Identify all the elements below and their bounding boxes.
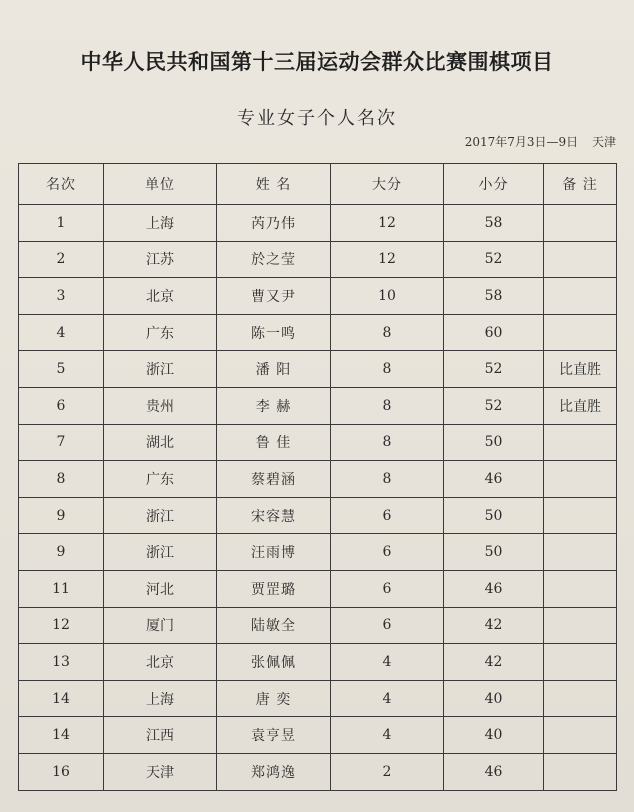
cell-unit: 江苏: [104, 241, 217, 278]
cell-major-score: 12: [331, 241, 444, 278]
cell-rank: 12: [19, 607, 104, 644]
cell-note: 比直胜: [544, 387, 617, 424]
cell-unit: 厦门: [104, 607, 217, 644]
header-unit: 单位: [104, 164, 217, 205]
cell-minor-score: 42: [444, 607, 544, 644]
cell-note: [544, 461, 617, 498]
cell-note: [544, 314, 617, 351]
cell-unit: 河北: [104, 570, 217, 607]
cell-rank: 3: [19, 278, 104, 315]
cell-rank: 6: [19, 387, 104, 424]
cell-major-score: 6: [331, 570, 444, 607]
cell-note: [544, 424, 617, 461]
cell-note: [544, 753, 617, 790]
cell-major-score: 10: [331, 278, 444, 315]
cell-unit: 上海: [104, 205, 217, 242]
cell-name: 芮乃伟: [217, 205, 331, 242]
cell-unit: 广东: [104, 461, 217, 498]
cell-unit: 浙江: [104, 534, 217, 571]
table-row: [19, 753, 617, 790]
table-row: [19, 534, 617, 571]
cell-rank: 16: [19, 753, 104, 790]
cell-unit: 浙江: [104, 497, 217, 534]
cell-name: 李 赫: [217, 387, 331, 424]
cell-rank: 2: [19, 241, 104, 278]
cell-major-score: 2: [331, 753, 444, 790]
cell-rank: 9: [19, 497, 104, 534]
cell-minor-score: 50: [444, 424, 544, 461]
cell-note: [544, 534, 617, 571]
cell-rank: 8: [19, 461, 104, 498]
cell-minor-score: 58: [444, 278, 544, 315]
cell-note: [544, 607, 617, 644]
cell-name: 蔡碧涵: [217, 461, 331, 498]
cell-note: [544, 278, 617, 315]
cell-note: [544, 644, 617, 681]
cell-rank: 14: [19, 680, 104, 717]
cell-major-score: 8: [331, 461, 444, 498]
table-row: [19, 607, 617, 644]
cell-name: 张佩佩: [217, 644, 331, 681]
cell-major-score: 4: [331, 717, 444, 754]
cell-unit: 浙江: [104, 351, 217, 388]
cell-name: 陈一鸣: [217, 314, 331, 351]
table-row: [19, 717, 617, 754]
cell-major-score: 8: [331, 387, 444, 424]
cell-minor-score: 52: [444, 241, 544, 278]
cell-major-score: 8: [331, 424, 444, 461]
header-name: 姓 名: [217, 164, 331, 205]
cell-rank: 13: [19, 644, 104, 681]
cell-rank: 7: [19, 424, 104, 461]
table-row: [19, 351, 617, 388]
cell-major-score: 4: [331, 680, 444, 717]
header-note: 备 注: [544, 164, 617, 205]
table-row: [19, 424, 617, 461]
cell-minor-score: 40: [444, 680, 544, 717]
cell-minor-score: 52: [444, 351, 544, 388]
cell-name: 郑鸿逸: [217, 753, 331, 790]
document-subtitle: 专业女子个人名次: [237, 108, 397, 129]
cell-major-score: 12: [331, 205, 444, 242]
table-row: [19, 314, 617, 351]
cell-unit: 湖北: [104, 424, 217, 461]
table-row: [19, 241, 617, 278]
header-rank: 名次: [19, 164, 104, 205]
cell-note: [544, 497, 617, 534]
cell-minor-score: 58: [444, 205, 544, 242]
document-title: 中华人民共和国第十三届运动会群众比赛围棋项目: [80, 50, 554, 74]
cell-minor-score: 40: [444, 717, 544, 754]
cell-note: [544, 205, 617, 242]
cell-minor-score: 60: [444, 314, 544, 351]
date-location-line: [455, 133, 616, 150]
cell-name: 汪雨博: [217, 534, 331, 571]
cell-minor-score: 52: [444, 387, 544, 424]
cell-minor-score: 50: [444, 534, 544, 571]
cell-major-score: 8: [331, 351, 444, 388]
cell-unit: 贵州: [104, 387, 217, 424]
cell-name: 陆敏全: [217, 607, 331, 644]
cell-name: 宋容慧: [217, 497, 331, 534]
event-location: 天津: [591, 135, 616, 149]
event-date: 2017年7月3日—9日: [464, 135, 579, 149]
table-row: [19, 387, 617, 424]
cell-name: 鲁 佳: [217, 424, 331, 461]
cell-rank: 4: [19, 314, 104, 351]
cell-name: 贾罡璐: [217, 570, 331, 607]
cell-name: 唐 奕: [217, 680, 331, 717]
cell-unit: 上海: [104, 680, 217, 717]
cell-minor-score: 50: [444, 497, 544, 534]
cell-rank: 9: [19, 534, 104, 571]
cell-minor-score: 46: [444, 570, 544, 607]
table-row: [19, 680, 617, 717]
table-row: [19, 644, 617, 681]
table-row: [19, 278, 617, 315]
cell-rank: 1: [19, 205, 104, 242]
cell-minor-score: 46: [444, 753, 544, 790]
cell-major-score: 4: [331, 644, 444, 681]
cell-major-score: 6: [331, 497, 444, 534]
header-major-score: 大分: [331, 164, 444, 205]
table-header-row: [19, 164, 617, 205]
table-row: [19, 570, 617, 607]
cell-minor-score: 46: [444, 461, 544, 498]
cell-unit: 北京: [104, 644, 217, 681]
cell-minor-score: 42: [444, 644, 544, 681]
cell-major-score: 6: [331, 534, 444, 571]
cell-note: [544, 680, 617, 717]
cell-name: 於之莹: [217, 241, 331, 278]
cell-note: 比直胜: [544, 351, 617, 388]
table-row: [19, 205, 617, 242]
cell-note: [544, 241, 617, 278]
ranking-table: [18, 163, 617, 791]
cell-unit: 江西: [104, 717, 217, 754]
cell-rank: 14: [19, 717, 104, 754]
cell-major-score: 6: [331, 607, 444, 644]
cell-name: 曹又尹: [217, 278, 331, 315]
header-minor-score: 小分: [444, 164, 544, 205]
cell-name: 潘 阳: [217, 351, 331, 388]
cell-unit: 广东: [104, 314, 217, 351]
cell-note: [544, 570, 617, 607]
cell-major-score: 8: [331, 314, 444, 351]
table-row: [19, 497, 617, 534]
table-row: [19, 461, 617, 498]
cell-unit: 天津: [104, 753, 217, 790]
cell-rank: 11: [19, 570, 104, 607]
cell-note: [544, 717, 617, 754]
cell-rank: 5: [19, 351, 104, 388]
cell-name: 袁亨昱: [217, 717, 331, 754]
cell-unit: 北京: [104, 278, 217, 315]
